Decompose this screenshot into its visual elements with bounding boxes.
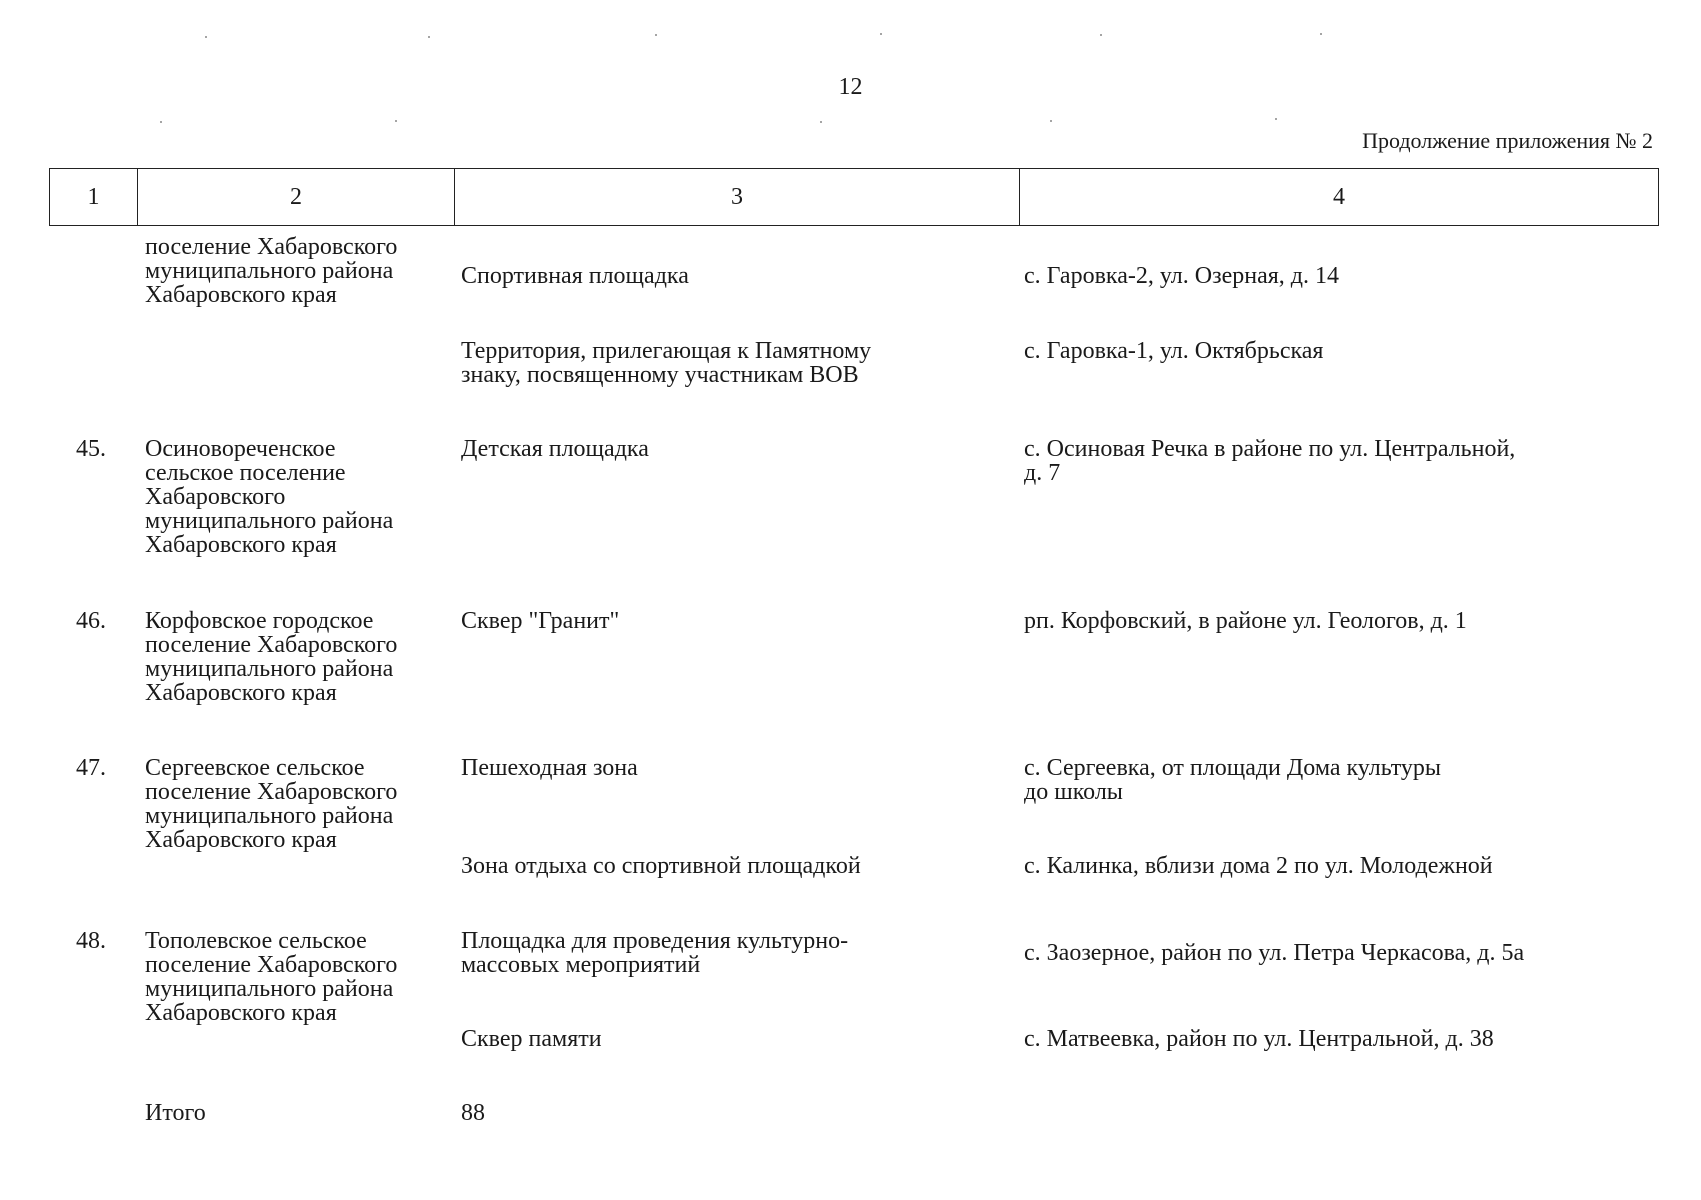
appendix-continuation-note: Продолжение приложения № 2	[1362, 128, 1653, 153]
object-name: Территория, прилегающая к Памятному знаку, посвященному участникам ВОВ	[461, 338, 872, 388]
object-name: Сквер "Гранит"	[461, 608, 620, 634]
object-address: с. Матвеевка, район по ул. Центральной, д. 38	[1024, 1026, 1494, 1052]
object-name: Зона отдыха со спортивной площадкой	[461, 853, 861, 879]
settlement-name: Осиновореченское сельское поселение Хабаровского муниципального района Хабаровского края	[145, 436, 394, 558]
header-col-4: 4	[1020, 169, 1659, 226]
object-name: Пешеходная зона	[461, 755, 638, 781]
object-address: с. Гаровка-2, ул. Озерная, д. 14	[1024, 263, 1339, 289]
scan-speck	[428, 36, 430, 38]
object-address: с. Сергеевка, от площади Дома культуры до школы	[1024, 755, 1442, 805]
scan-speck	[1050, 120, 1052, 122]
total-value: 88	[461, 1100, 485, 1126]
scan-speck	[395, 120, 397, 122]
scan-speck	[655, 34, 657, 36]
total-label: Итого	[145, 1100, 206, 1126]
row-number: 47.	[76, 755, 106, 781]
object-address: с. Осиновая Речка в районе по ул. Центральной, д. 7	[1024, 436, 1516, 486]
object-address: рп. Корфовский, в районе ул. Геологов, д. 1	[1024, 608, 1467, 634]
header-col-2: 2	[138, 169, 455, 226]
settlement-name: Сергеевское сельское поселение Хабаровского муниципального района Хабаровского края	[145, 755, 398, 853]
scan-speck	[1275, 118, 1277, 120]
object-name: Спортивная площадка	[461, 263, 689, 289]
scan-speck	[1100, 34, 1102, 36]
scan-speck	[205, 36, 207, 38]
page-number: 12	[838, 74, 863, 100]
row-number: 48.	[76, 928, 106, 954]
table-header	[49, 168, 1659, 226]
settlement-name: Тополевское сельское поселение Хабаровского муниципального района Хабаровского края	[145, 928, 398, 1026]
object-address: с. Калинка, вблизи дома 2 по ул. Молодежной	[1024, 853, 1493, 879]
object-name: Детская площадка	[461, 436, 649, 462]
object-address: с. Заозерное, район по ул. Петра Черкасова, д. 5а	[1024, 940, 1525, 966]
settlement-name: поселение Хабаровского муниципального района Хабаровского края	[145, 234, 398, 308]
header-col-3: 3	[455, 169, 1020, 226]
row-number: 45.	[76, 436, 106, 462]
object-name: Площадка для проведения культурно- массовых мероприятий	[461, 928, 849, 978]
settlement-name: Корфовское городское поселение Хабаровского муниципального района Хабаровского края	[145, 608, 398, 706]
object-name: Сквер памяти	[461, 1026, 602, 1052]
header-col-1: 1	[50, 169, 138, 226]
scan-speck	[880, 33, 882, 35]
scan-speck	[160, 121, 162, 123]
scan-speck	[820, 121, 822, 123]
scan-speck	[1320, 33, 1322, 35]
row-number: 46.	[76, 608, 106, 634]
object-address: с. Гаровка-1, ул. Октябрьская	[1024, 338, 1324, 364]
